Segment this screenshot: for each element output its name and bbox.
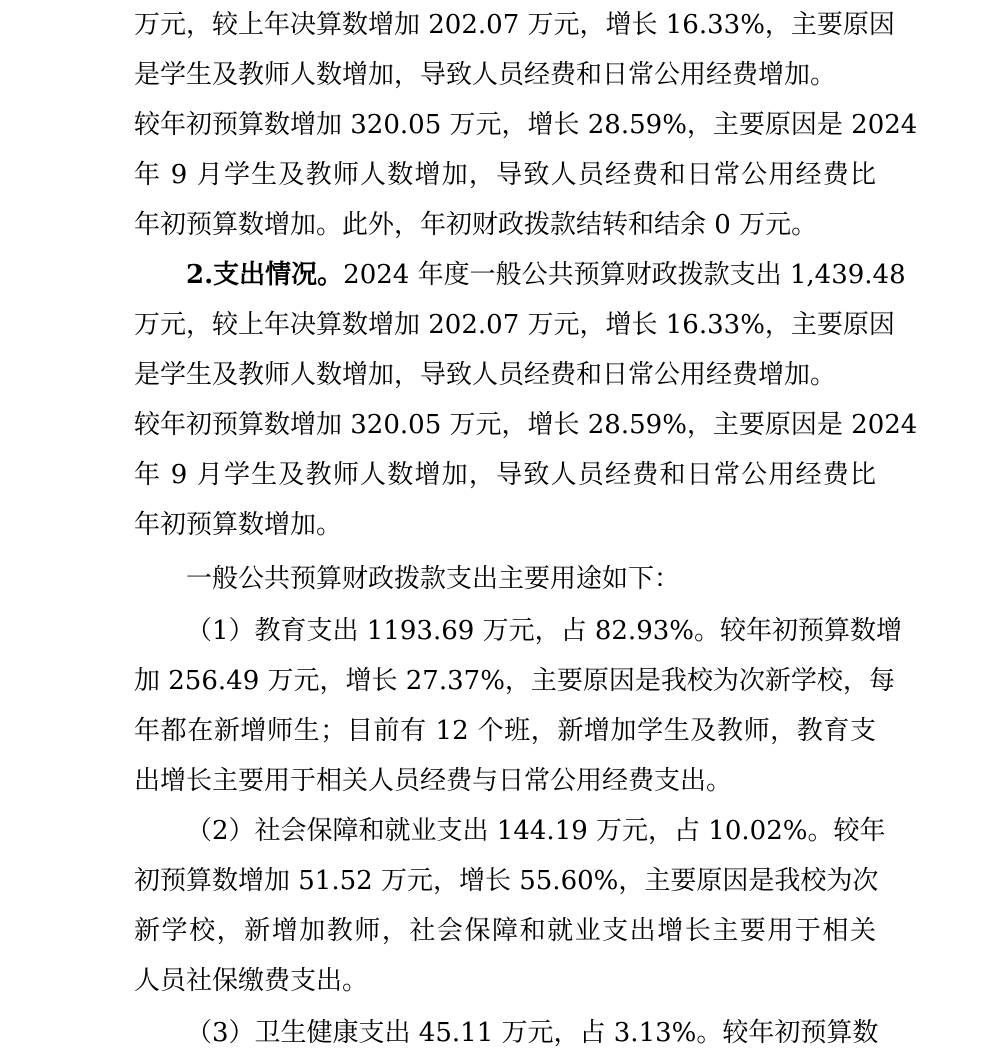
paragraph-line: 万元，较上年决算数增加 202.07 万元，增长 16.33%，主要原因 xyxy=(134,310,895,340)
paragraph-line: 加 256.49 万元，增长 27.37%，主要原因是我校为次新学校，每 xyxy=(134,666,895,696)
section-heading-line xyxy=(134,250,906,300)
paragraph-line: （2）社会保障和就业支出 144.19 万元，占 10.02%。较年 xyxy=(186,816,886,846)
paragraph-line: 万元，较上年决算数增加 202.07 万元，增长 16.33%，主要原因 xyxy=(134,10,895,40)
paragraph-line: （3）卫生健康支出 45.11 万元，占 3.13%。较年初预算数 xyxy=(186,1018,879,1048)
paragraph-line: 一般公共预算财政拨款支出主要用途如下： xyxy=(186,564,681,594)
paragraph-line: 是学生及教师人数增加，导致人员经费和日常公用经费增加。 xyxy=(134,360,837,390)
section-heading: 2.支出情况。 xyxy=(186,260,344,290)
paragraph-line: 较年初预算数增加 320.05 万元，增长 28.59%，主要原因是 2024 xyxy=(134,110,918,140)
paragraph-line: 是学生及教师人数增加，导致人员经费和日常公用经费增加。 xyxy=(134,60,837,90)
paragraph-line: 年初预算数增加。此外，年初财政拨款结转和结余 0 万元。 xyxy=(134,210,818,240)
paragraph-line: 年初预算数增加。 xyxy=(134,510,343,540)
paragraph-line: 初预算数增加 51.52 万元，增长 55.60%，主要原因是我校为次 xyxy=(134,866,879,896)
paragraph-line: 较年初预算数增加 320.05 万元，增长 28.59%，主要原因是 2024 xyxy=(134,410,918,440)
paragraph-line: 出增长主要用于相关人员经费与日常公用经费支出。 xyxy=(134,766,733,796)
paragraph-line: 新学校，新增加教师，社会保障和就业支出增长主要用于相关 xyxy=(134,916,876,946)
paragraph-text: 2024 年度一般公共预算财政拨款支出 1,439.48 xyxy=(343,260,906,290)
paragraph-line: 年都在新增师生；目前有 12 个班，新增加学生及教师，教育支 xyxy=(134,716,876,746)
paragraph-line: 年 9 月学生及教师人数增加，导致人员经费和日常公用经费比 xyxy=(134,460,876,490)
paragraph-line: 年 9 月学生及教师人数增加，导致人员经费和日常公用经费比 xyxy=(134,160,876,190)
paragraph-line: （1）教育支出 1193.69 万元，占 82.93%。较年初预算数增 xyxy=(186,616,902,646)
paragraph-line: 人员社保缴费支出。 xyxy=(134,966,369,996)
